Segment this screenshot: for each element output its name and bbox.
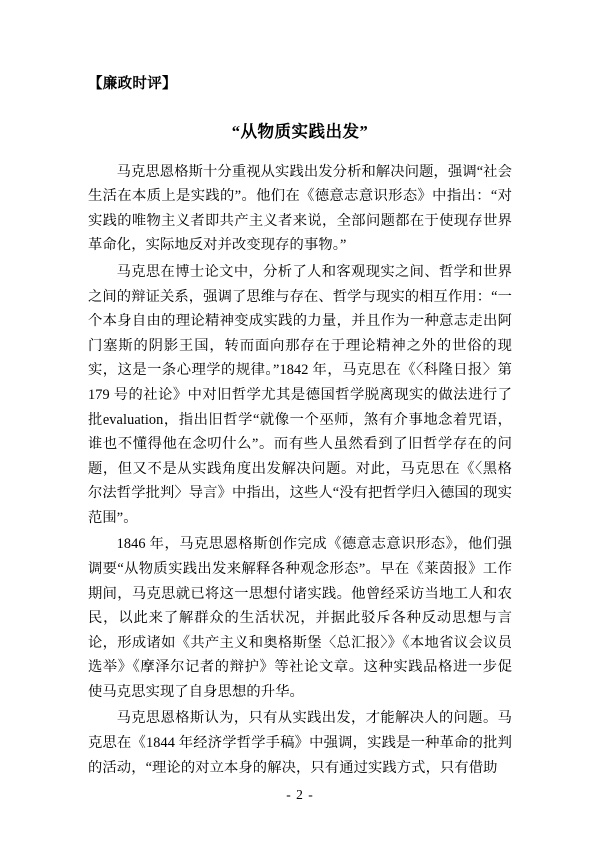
body-paragraph: 马克思恩格斯认为，只有从实践出发，才能解决人的问题。马克思在《1844 年经济学哲学手稿》中强调，实践是一种革命的批判的活动，“理论的对立本身的解决，只有通过实践方式，只有借助 (88, 710, 512, 776)
body-paragraph: 马克思恩格斯十分重视从实践出发分析和解决问题，强调“社会生活在本质上是实践的”。他们在《德意志意识形态》中指出：“对实践的唯物主义者即共产主义者来说，全部问题都在于使现存世界革命化，实际地反对并改变现存的事物。” (88, 163, 512, 254)
page-number: - 2 - (286, 787, 314, 802)
column-tag: 【廉政时评】 (88, 76, 177, 92)
page-content-area (88, 74, 512, 774)
body-paragraph: 马克思在博士论文中，分析了人和客观现实之间、哲学和世界之间的辩证关系，强调了思维与存在、哲学与现实的相互作用：“一个本身自由的理论精神变成实践的力量，并且作为一种意志走出阿门塞斯的阴影王国，转而面向那存在于理论精神之外的世俗的现实，这是一条心理学的规律。”1842 年，马克思在《〈科隆日报〉第 179 号的社论》中对旧哲学尤其是德国哲学脱离现实的做法进行了批evaluation，指出旧哲学“就像一个巫师，煞有介事地念着咒语，谁也不懂得他在念叨什么”。而有些人虽然看到了旧哲学存在的问题，但又不是从实践角度出发解决问题。对此，马克思在《〈黑格尔法哲学批判〉导言》中指出，这些人“没有把哲学归入德国的现实范围”。 (88, 264, 512, 526)
body-paragraph: 1846 年，马克思恩格斯创作完成《德意志意识形态》，他们强调要“从物质实践出发来解释各种观念形态”。早在《莱茵报》工作期间，马克思就已将这一思想付诸实践。他曾经采访当地工人和农民，以此来了解群众的生活状况，并据此驳斥各种反动思想与言论，形成诸如《共产主义和奥格斯堡〈总汇报〉》《本地省议会议员选举》《摩泽尔记者的辩护》等社论文章。这种实践品格进一步促使马克思实现了自身思想的升华。 (88, 536, 512, 700)
page-title: “从物质实践出发” (231, 121, 369, 141)
